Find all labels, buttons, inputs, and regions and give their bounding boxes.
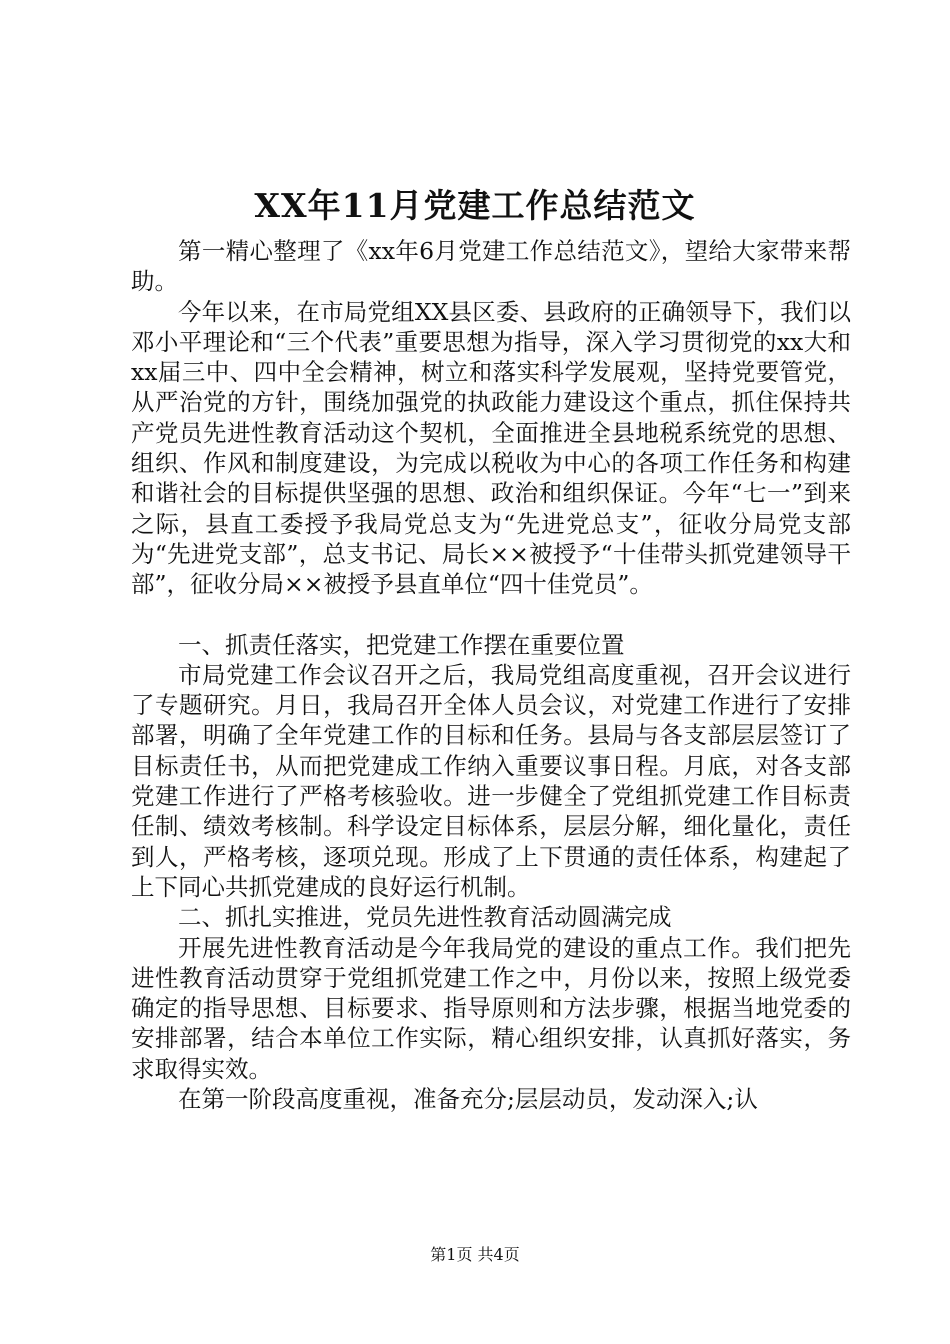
page-number-footer: 第1页 共4页 — [430, 1245, 520, 1264]
overview-paragraph: 今年以来，在市局党组XX县区委、县政府的正确领导下，我们以邓小平理论和“三个代表”重要思想为指导，深入学习贯彻党的xx大和xx届三中、四中全会精神，树立和落实科学发展观，坚持党要管党，从严治党的方针，围绕加强党的执政能力建设这个重点，抓住保持共产党员先进性教育活动这个契机，全面推进全县地税系统党的思想、组织、作风和制度建设，为完成以税收为中心的各项工作任务和构建和谐社会的目标提供坚强的思想、政治和组织保证。今年“七一”到来之际，县直工委授予我局党总支为“先进党总支”，征收分局党支部为“先进党支部”，总支书记、局长××被授予“十佳带头抓党建领导干部”，征收分局××被授予县直单位“四十佳党员”。 — [131, 297, 851, 599]
section-2-paragraph: 开展先进性教育活动是今年我局党的建设的重点工作。我们把先进性教育活动贯穿于党组抓党建工作之中，月份以来，按照上级党委确定的指导思想、目标要求、指导原则和方法步骤，根据当地党委的安排部署，结合本单位工作实际，精心组织安排，认真抓好落实，务求取得实效。 — [131, 933, 851, 1083]
section-1-paragraph: 市局党建工作会议召开之后，我局党组高度重视，召开会议进行了专题研究。月日，我局召开全体人员会议，对党建工作进行了安排部署，明确了全年党建工作的目标和任务。县局与各支部层层签订了目标责任书，从而把党建成工作纳入重要议事日程。月底，对各支部党建工作进行了严格考核验收。进一步健全了党组抓党建工作目标责任制、绩效考核制。科学设定目标体系，层层分解，细化量化，责任到人，严格考核，逐项兑现。形成了上下贯通的责任体系，构建起了上下同心共抓党建成的良好运行机制。 — [131, 660, 851, 901]
document-body — [131, 236, 851, 1114]
section-heading-2: 二、抓扎实推进，党员先进性教育活动圆满完成 — [178, 903, 672, 932]
section-2-continued-paragraph: 在第一阶段高度重视，准备充分;层层动员，发动深入;认 — [178, 1085, 758, 1114]
document-title: XX年11月党建工作总结范文 — [254, 186, 696, 225]
section-heading-1: 一、抓责任落实，把党建工作摆在重要位置 — [178, 630, 625, 659]
intro-paragraph: 第一精心整理了《xx年6月党建工作总结范文》，望给大家带来帮助。 — [131, 237, 851, 296]
